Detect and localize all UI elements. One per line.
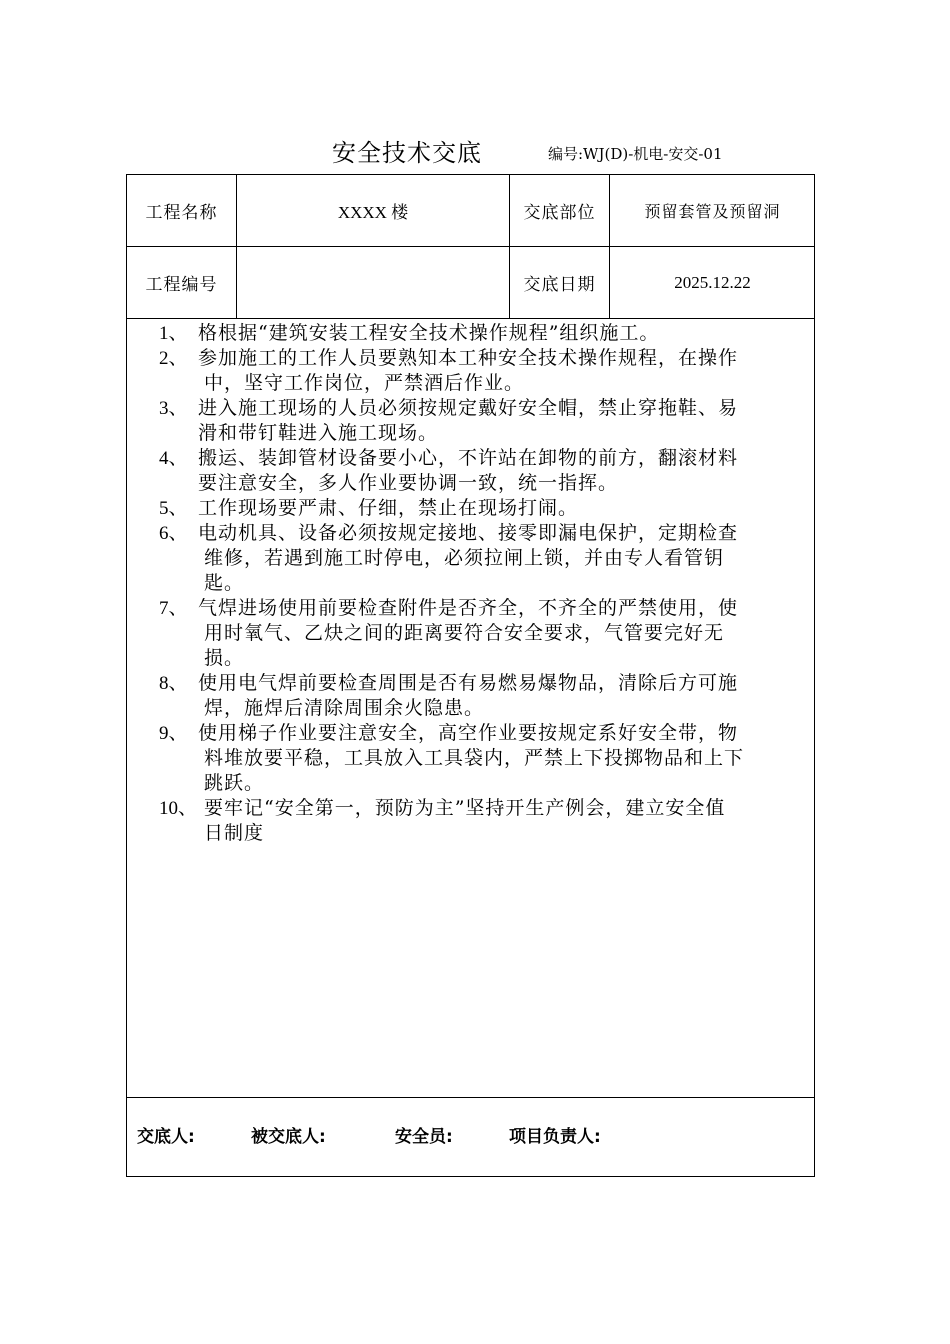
- date-label: 交底日期: [523, 275, 596, 295]
- item-number: 5、: [159, 498, 188, 519]
- item-text: 使用电气焊前要检查周围是否有易燃易爆物品，清除后方可施: [198, 672, 739, 694]
- item-number: 2、: [159, 348, 188, 369]
- item-text: 损。: [204, 647, 245, 669]
- item-text: 参加施工的工作人员要熟知本工种安全技术操作规程，在操作: [198, 347, 739, 369]
- item-text: 跳跃。: [204, 772, 265, 794]
- item-text: 料堆放要平稳，工具放入工具袋内，严禁上下投掷物品和上下: [204, 747, 745, 769]
- item-number: 7、: [159, 598, 188, 619]
- row-divider: [127, 318, 814, 319]
- item-text: 要牢记“安全第一，预防为主”坚持开生产例会，建立安全值: [204, 797, 726, 819]
- item-text: 使用梯子作业要注意安全，高空作业要按规定系好安全带，物: [198, 722, 739, 744]
- project-number-value: [237, 247, 509, 318]
- item-text: 气焊进场使用前要检查附件是否齐全，不齐全的严禁使用，使: [198, 597, 739, 619]
- item-number: 1、: [159, 323, 188, 344]
- item-number: 4、: [159, 448, 188, 469]
- item-number: 9、: [159, 723, 188, 744]
- item-text: 进入施工现场的人员必须按规定戴好安全帽，禁止穿拖鞋、易: [198, 397, 739, 419]
- project-manager-signature-label: 项目负责人:: [509, 1127, 601, 1147]
- document-number: 编号:WJ(D)-机电-安交-01: [548, 145, 723, 163]
- item-text: 匙。: [204, 572, 245, 594]
- item-text: 日制度: [204, 822, 265, 844]
- location-label: 交底部位: [523, 203, 596, 223]
- signature-row: [127, 1098, 814, 1177]
- item-text: 要注意安全，多人作业要协调一致，统一指挥。: [198, 472, 619, 494]
- discloser-signature-label: 交底人:: [137, 1127, 195, 1147]
- item-text: 电动机具、设备必须按规定接地、接零即漏电保护，定期检查: [198, 522, 739, 544]
- disclosure-form: [126, 174, 815, 1177]
- item-number: 8、: [159, 673, 188, 694]
- safety-officer-signature-label: 安全员:: [395, 1127, 453, 1147]
- item-number: 3、: [159, 398, 188, 419]
- item-text: 维修，若遇到施工时停电，必须拉闸上锁，并由专人看管钥: [204, 547, 725, 569]
- item-text: 中，坚守工作岗位，严禁酒后作业。: [204, 372, 525, 394]
- item-number: 6、: [159, 523, 188, 544]
- item-text: 焊，施焊后清除周围余火隐患。: [204, 697, 485, 719]
- location-value: 预留套管及预留洞: [644, 202, 781, 221]
- item-text: 搬运、装卸管材设备要小心，不许站在卸物的前方，翻滚材料: [198, 447, 739, 469]
- recipient-signature-label: 被交底人:: [251, 1127, 326, 1147]
- item-number: 10、: [159, 798, 198, 819]
- project-name-label: 工程名称: [145, 203, 218, 223]
- date-value: 2025.12.22: [674, 272, 751, 292]
- item-text: 用时氧气、乙炔之间的距离要符合安全要求，气管要完好无: [204, 622, 725, 644]
- item-text: 滑和带钉鞋进入施工现场。: [198, 422, 439, 444]
- project-name-value: XXXX 楼: [337, 203, 409, 222]
- page-title: 安全技术交底: [332, 139, 482, 167]
- item-text: 工作现场要严肃、仔细，禁止在现场打闹。: [198, 497, 579, 519]
- project-number-label: 工程编号: [145, 275, 218, 295]
- item-text: 格根据“建筑安装工程安全技术操作规程”组织施工。: [198, 322, 660, 344]
